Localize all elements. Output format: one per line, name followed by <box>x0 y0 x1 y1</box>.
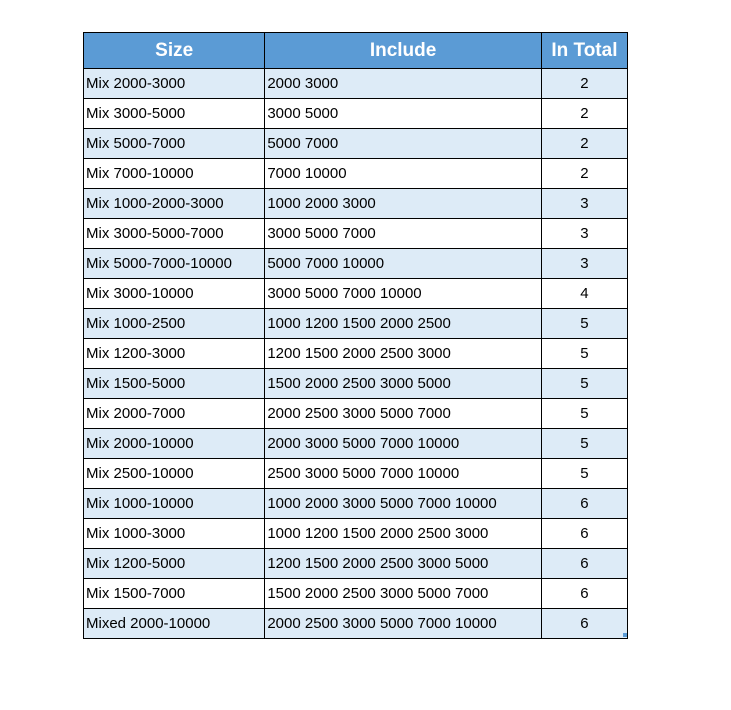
cell-include: 3000 5000 7000 <box>265 219 542 249</box>
cell-in-total: 5 <box>541 399 627 429</box>
cell-in-total: 2 <box>541 159 627 189</box>
cell-size: Mix 5000-7000 <box>84 129 265 159</box>
cell-include: 5000 7000 10000 <box>265 249 542 279</box>
table-row <box>84 489 628 519</box>
table-row <box>84 609 628 639</box>
table-row <box>84 429 628 459</box>
cell-include: 3000 5000 7000 10000 <box>265 279 542 309</box>
cell-in-total: 6 <box>541 549 627 579</box>
table-row <box>84 69 628 99</box>
cell-in-total: 3 <box>541 249 627 279</box>
cell-size: Mix 1200-5000 <box>84 549 265 579</box>
cell-size: Mix 5000-7000-10000 <box>84 249 265 279</box>
cell-in-total: 2 <box>541 69 627 99</box>
cell-include: 1000 2000 3000 5000 7000 10000 <box>265 489 542 519</box>
cell-include: 5000 7000 <box>265 129 542 159</box>
table-row <box>84 459 628 489</box>
header-include: Include <box>265 33 542 69</box>
table-row <box>84 279 628 309</box>
cell-include: 2000 3000 <box>265 69 542 99</box>
cell-in-total: 5 <box>541 309 627 339</box>
cell-size: Mix 1000-2000-3000 <box>84 189 265 219</box>
table-body <box>84 69 628 639</box>
header-size: Size <box>84 33 265 69</box>
table-row <box>84 219 628 249</box>
table-row <box>84 129 628 159</box>
cell-include: 1000 1200 1500 2000 2500 <box>265 309 542 339</box>
table-row <box>84 339 628 369</box>
cell-size: Mix 1200-3000 <box>84 339 265 369</box>
cell-include: 2000 2500 3000 5000 7000 <box>265 399 542 429</box>
cell-include: 1500 2000 2500 3000 5000 <box>265 369 542 399</box>
table-row <box>84 309 628 339</box>
cell-include: 7000 10000 <box>265 159 542 189</box>
cell-size: Mix 3000-5000-7000 <box>84 219 265 249</box>
size-table <box>83 32 628 639</box>
table-row <box>84 369 628 399</box>
cell-in-total: 3 <box>541 189 627 219</box>
table-row <box>84 99 628 129</box>
table-row <box>84 399 628 429</box>
cell-in-total: 5 <box>541 369 627 399</box>
cell-in-total: 2 <box>541 129 627 159</box>
cell-include: 2000 3000 5000 7000 10000 <box>265 429 542 459</box>
table-row <box>84 549 628 579</box>
table-row <box>84 579 628 609</box>
cell-include: 2500 3000 5000 7000 10000 <box>265 459 542 489</box>
cell-in-total: 4 <box>541 279 627 309</box>
cell-size: Mix 2500-10000 <box>84 459 265 489</box>
cell-size: Mix 3000-10000 <box>84 279 265 309</box>
table-row <box>84 249 628 279</box>
cell-include: 3000 5000 <box>265 99 542 129</box>
cell-size: Mix 1000-3000 <box>84 519 265 549</box>
table-row <box>84 189 628 219</box>
cell-size: Mix 2000-3000 <box>84 69 265 99</box>
cell-size: Mix 2000-7000 <box>84 399 265 429</box>
cell-size: Mix 1500-7000 <box>84 579 265 609</box>
cell-include: 1200 1500 2000 2500 3000 5000 <box>265 549 542 579</box>
cell-size: Mix 1000-2500 <box>84 309 265 339</box>
header-in-total: In Total <box>541 33 627 69</box>
cell-in-total: 6 <box>541 609 627 639</box>
selection-handle[interactable] <box>623 633 627 637</box>
cell-size: Mix 1500-5000 <box>84 369 265 399</box>
cell-size: Mix 7000-10000 <box>84 159 265 189</box>
cell-size: Mix 1000-10000 <box>84 489 265 519</box>
cell-in-total: 6 <box>541 579 627 609</box>
cell-in-total: 2 <box>541 99 627 129</box>
cell-include: 1500 2000 2500 3000 5000 7000 <box>265 579 542 609</box>
cell-in-total: 5 <box>541 459 627 489</box>
cell-in-total: 6 <box>541 519 627 549</box>
cell-size: Mixed 2000-10000 <box>84 609 265 639</box>
cell-include: 1000 2000 3000 <box>265 189 542 219</box>
table-row <box>84 519 628 549</box>
cell-in-total: 5 <box>541 339 627 369</box>
table-row <box>84 159 628 189</box>
cell-size: Mix 3000-5000 <box>84 99 265 129</box>
cell-include: 2000 2500 3000 5000 7000 10000 <box>265 609 542 639</box>
header-row <box>84 33 628 69</box>
cell-in-total: 3 <box>541 219 627 249</box>
cell-include: 1000 1200 1500 2000 2500 3000 <box>265 519 542 549</box>
cell-include: 1200 1500 2000 2500 3000 <box>265 339 542 369</box>
cell-in-total: 5 <box>541 429 627 459</box>
cell-size: Mix 2000-10000 <box>84 429 265 459</box>
cell-in-total: 6 <box>541 489 627 519</box>
